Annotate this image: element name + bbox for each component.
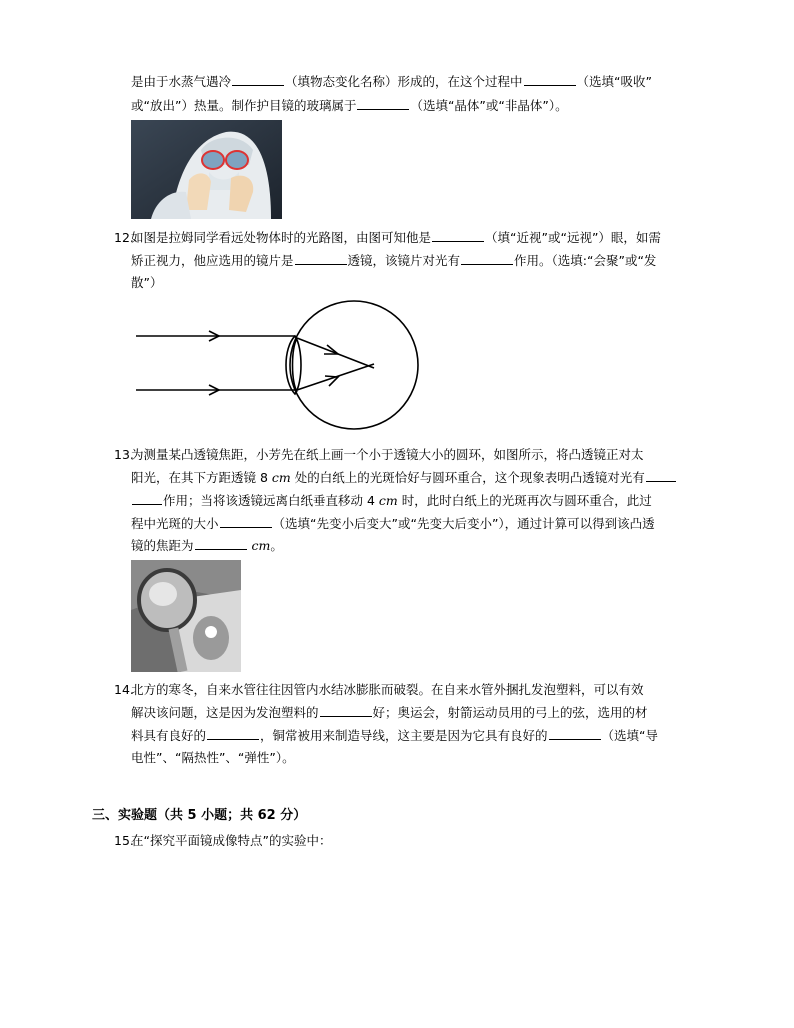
- eye-light-path-diagram: [131, 298, 471, 434]
- question-number: 14.: [114, 682, 134, 697]
- arrow-head-icon: [325, 376, 338, 386]
- question-number: 15.: [114, 833, 134, 848]
- section-heading: 三、实验题（共 5 小题；共 62 分）: [92, 808, 307, 823]
- answer-blank[interactable]: [549, 727, 601, 740]
- answer-blank[interactable]: [207, 727, 259, 740]
- q12-text: 透镜，该镜片对光有: [347, 253, 461, 268]
- q14-line-4: [131, 749, 295, 767]
- question-number: 12.: [114, 230, 134, 245]
- q14-text: 解决该问题，这是因为发泡塑料的: [131, 705, 319, 720]
- q13-text: 为测量某凸透镜焦距，小芳先在纸上画一个小于透镜大小的圆环，如图所示，将凸透镜正对太: [131, 447, 644, 462]
- q13-line-5: [131, 537, 283, 555]
- q11-text: 是由于水蒸气遇冷: [131, 74, 232, 89]
- q12-text: （填“近视”或“远视”）眼，如需: [485, 230, 661, 245]
- q15-text: 在“探究平面镜成像特点”的实验中：: [131, 833, 332, 848]
- q13-text: 。: [270, 538, 283, 553]
- q14-text: （选填“导: [601, 728, 659, 743]
- q13-text: 作用；当将该透镜远离白纸垂直移动 4: [163, 493, 375, 508]
- q13-line-3: [131, 492, 652, 510]
- eyeball-outline: [290, 301, 418, 429]
- q12-text: 散”）: [131, 275, 163, 290]
- q12-line-1: [131, 229, 661, 247]
- q14-text: 北方的寒冬，自来水管往往因管内水结冰膨胀而破裂。在自来水管外捆扎发泡塑料，可以有效: [131, 682, 644, 697]
- answer-blank[interactable]: [320, 704, 372, 717]
- convex-lens-photo: [131, 560, 241, 672]
- q12-line-3: [131, 274, 162, 292]
- unit-cm: cm: [378, 493, 398, 508]
- unit-cm: cm: [251, 538, 271, 553]
- q11-line-1: [131, 73, 652, 91]
- protective-goggles-photo: [131, 120, 282, 219]
- q11-text: （填物态变化名称）形成的，在这个过程中: [285, 74, 523, 89]
- q14-text: ，铜常被用来制造导线，这主要是因为它具有良好的: [260, 728, 548, 743]
- q15-line-1: [131, 832, 331, 850]
- q11-text: （选填“晶体”或“非晶体”）。: [410, 98, 568, 113]
- q11-line-2: [131, 97, 568, 115]
- q14-text: 电性”、“隔热性”、“弹性”）。: [131, 750, 295, 765]
- unit-cm: cm: [271, 470, 291, 485]
- answer-blank[interactable]: [357, 97, 409, 110]
- q14-line-2: [131, 704, 648, 722]
- q13-text: 处的白纸上的光斑恰好与圆环重合，这个现象表明凸透镜对光有: [294, 470, 645, 485]
- answer-blank[interactable]: [132, 492, 162, 505]
- answer-blank[interactable]: [432, 229, 484, 242]
- q13-line-2: [131, 469, 677, 487]
- q14-text: 好；奥运会，射箭运动员用的弓上的弦，选用的材: [372, 705, 648, 720]
- question-number: 13.: [114, 447, 134, 462]
- answer-blank[interactable]: [195, 537, 247, 550]
- q13-text: （选填“先变小后变大”或“先变大后变小”），通过计算可以得到该凸透: [272, 516, 655, 531]
- answer-blank[interactable]: [232, 73, 284, 86]
- q13-text: 镜的焦距为: [131, 538, 194, 553]
- refracted-ray-upper: [297, 338, 374, 368]
- q12-text: 矫正视力，他应选用的镜片是: [131, 253, 294, 268]
- q12-text: 作用。（选填:“会聚”或“发: [514, 253, 657, 268]
- q13-text: 时，此时白纸上的光斑再次与圆环重合，此过: [401, 493, 652, 508]
- answer-blank[interactable]: [295, 252, 347, 265]
- answer-blank[interactable]: [220, 515, 272, 528]
- q13-text: 程中光斑的大小: [131, 516, 219, 531]
- q11-text: 或“放出”）热量。制作护目镜的玻璃属于: [131, 98, 357, 113]
- q14-line-1: [131, 681, 644, 699]
- q12-line-2: [131, 252, 656, 270]
- answer-blank[interactable]: [524, 73, 576, 86]
- q13-line-4: [131, 515, 655, 533]
- q13-line-1: [131, 446, 644, 464]
- q11-text: （选填“吸收”: [576, 74, 652, 89]
- q12-text: 如图是拉姆同学看远处物体时的光路图，由图可知他是: [131, 230, 432, 245]
- q14-line-3: [131, 727, 658, 745]
- answer-blank[interactable]: [461, 252, 513, 265]
- q13-text: 阳光，在其下方距透镜 8: [131, 470, 268, 485]
- q14-text: 料具有良好的: [131, 728, 207, 743]
- answer-blank[interactable]: [646, 469, 676, 482]
